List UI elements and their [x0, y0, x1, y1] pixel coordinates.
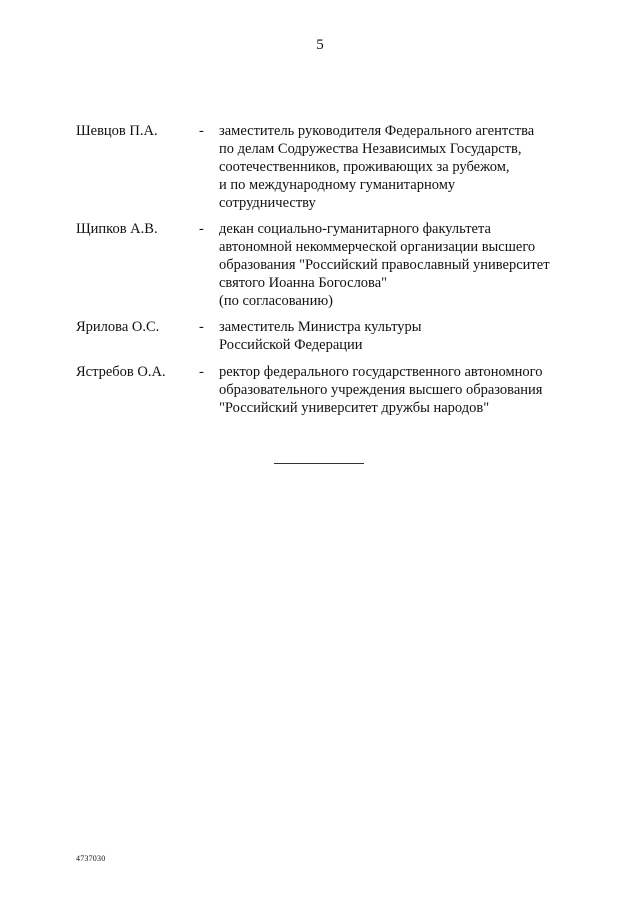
position-line: образовательного учреждения высшего образования: [219, 382, 543, 398]
position-line: и по международному гуманитарному: [219, 177, 456, 193]
position-line: заместитель руководителя Федерального агентства: [219, 123, 535, 139]
member-entry: [76, 363, 576, 417]
position-line: сотрудничеству: [219, 195, 316, 211]
member-entry: [76, 122, 576, 212]
end-separator-line: [274, 463, 364, 464]
member-entry: [76, 220, 576, 310]
position-line: соотечественников, проживающих за рубежом,: [219, 159, 510, 175]
position-line: святого Иоанна Богослова": [219, 275, 388, 291]
member-list: [76, 122, 576, 425]
member-position: [219, 318, 576, 354]
member-name: Ярилова О.С.: [76, 319, 160, 335]
member-name: Шевцов П.А.: [76, 123, 158, 139]
member-dash: -: [199, 319, 204, 335]
member-name: Щипков А.В.: [76, 221, 158, 237]
member-entry: [76, 318, 576, 354]
document-code: 4737030: [76, 854, 106, 863]
position-line: декан социально-гуманитарного факультета: [219, 221, 491, 237]
member-position: [219, 122, 576, 212]
position-line: заместитель Министра культуры: [219, 319, 422, 335]
position-line: по делам Содружества Независимых Государств,: [219, 141, 522, 157]
member-dash: -: [199, 123, 204, 139]
position-line: образования "Российский православный университет: [219, 257, 550, 273]
page-number: 5: [316, 37, 324, 53]
member-dash: -: [199, 221, 204, 237]
position-line: ректор федерального государственного автономного: [219, 364, 543, 380]
position-line: (по согласованию): [219, 293, 333, 309]
position-line: Российской Федерации: [219, 337, 363, 353]
member-dash: -: [199, 364, 204, 380]
member-name: Ястребов О.А.: [76, 364, 166, 380]
member-position: [219, 220, 576, 310]
member-position: [219, 363, 576, 417]
position-line: "Российский университет дружбы народов": [219, 400, 490, 416]
position-line: автономной некоммерческой организации высшего: [219, 239, 536, 255]
